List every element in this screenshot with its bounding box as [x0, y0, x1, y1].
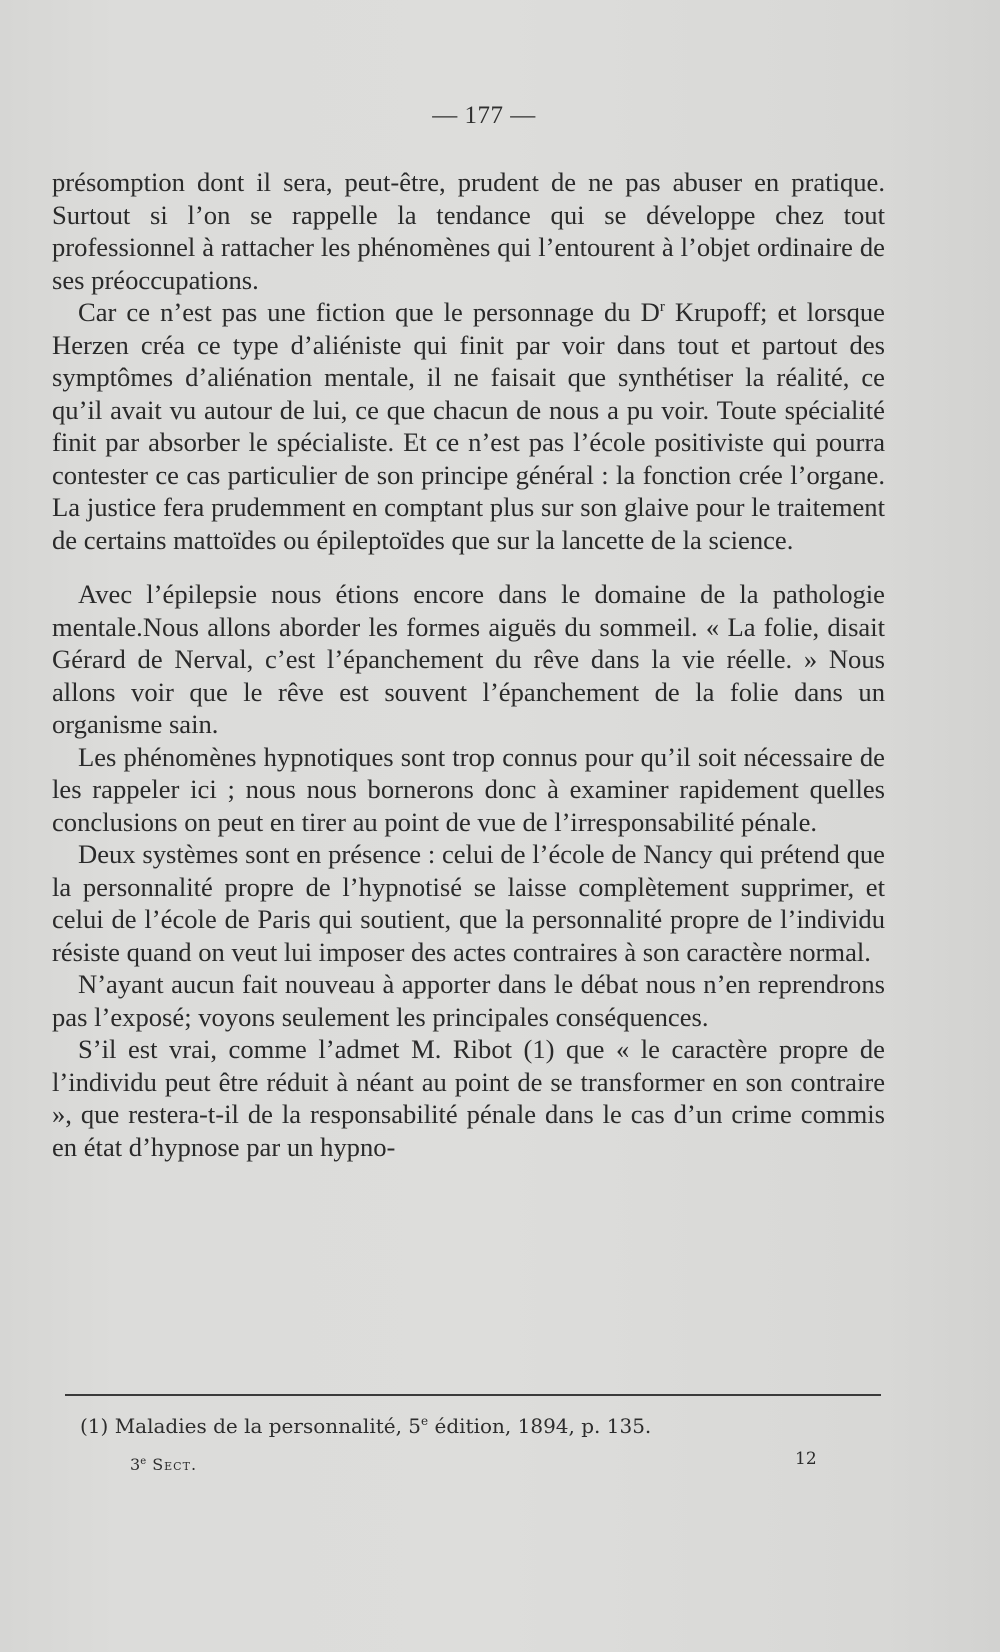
signature-superscript: e — [140, 1456, 147, 1467]
paragraph-1: présomption dont il sera, peut-être, prudent de ne pas abuser en pratique. Surtout si l’on se rappelle la tendance qui se développe chez tout professionnel à rattacher les phénomènes qui l’entourent à l’objet ordinaire de ses préoccupations. — [52, 167, 885, 295]
paragraph-2 — [52, 296, 885, 556]
paragraph-2-rest: Krupoff; et lorsque Herzen créa ce type d’aliéniste qui finit par voir dans tout et partout des symptômes d’aliénation mentale, il ne faisait que synthétiser la réalité, ce qu’il avait vu autour de lui, ce que chacun de nous a pu voir. Toute spécialité finit par absorber le spécialiste. Et ce n’est pas l’école positiviste qui pourra contester ce cas particulier de son principe général : la fonction crée l’organe. La justice fera prudemment en comptant plus sur son glaive pour le traitement de certains mattoïdes ou épileptoïdes que sur la lancette de la science. — [52, 297, 885, 555]
page-number: — 177 — — [432, 102, 536, 129]
paragraph-5: Deux systèmes sont en présence : celui de l’école de Nancy qui prétend que la personnalité propre de l’hypnotisé se laisse complètement supprimer, et celui de l’école de Paris qui soutient, que la personnalité propre de l’individu résiste quand on veut lui imposer des actes contraires à son caractère normal. — [52, 839, 885, 967]
paragraph-4: Les phénomènes hypnotiques sont trop connus pour qu’il soit nécessaire de les rappeler ici ; nous nous bornerons donc à examiner rapidement quelles conclusions on peut en tirer au point de vue de l’irresponsabilité pénale. — [52, 741, 885, 837]
footnote-text-end: édition, 1894, p. 135. — [428, 1414, 652, 1438]
footnote-text-start: (1) Maladies de la personnalité, 5 — [80, 1414, 422, 1438]
body-text — [52, 166, 885, 1163]
signature-mark — [130, 1455, 197, 1475]
paragraph-2-start: Car ce n’est pas une fiction que le personnage du D — [78, 297, 660, 327]
footnote-superscript: e — [421, 1414, 429, 1428]
gathering-number: 12 — [795, 1449, 817, 1469]
footnote-divider — [65, 1394, 881, 1396]
footnote — [80, 1413, 880, 1439]
paragraph-6: N’ayant aucun fait nouveau à apporter dans le débat nous n’en reprendrons pas l’exposé; voyons seulement les principales conséquences. — [52, 969, 885, 1032]
signature-section: Sect. — [146, 1455, 198, 1474]
paragraph-3: Avec l’épilepsie nous étions encore dans le domaine de la pathologie mentale.Nous allons aborder les formes aiguës du sommeil. « La folie, disait Gérard de Nerval, c’est l’épanchement du rêve dans la vie réelle. » Nous allons voir que le rêve est souvent l’épanchement de la folie dans un organisme sain. — [52, 579, 885, 739]
doctor-abbrev-superscript: r — [659, 299, 665, 315]
paragraph-7: S’il est vrai, comme l’admet M. Ribot (1) que « le caractère propre de l’individu peut être réduit à néant au point de se transformer en son contraire », que restera-t-il de la responsabilité pénale dans le cas d’un crime commis en état d’hypnose par un hypno- — [52, 1034, 885, 1162]
signature-number: 3 — [130, 1455, 141, 1474]
